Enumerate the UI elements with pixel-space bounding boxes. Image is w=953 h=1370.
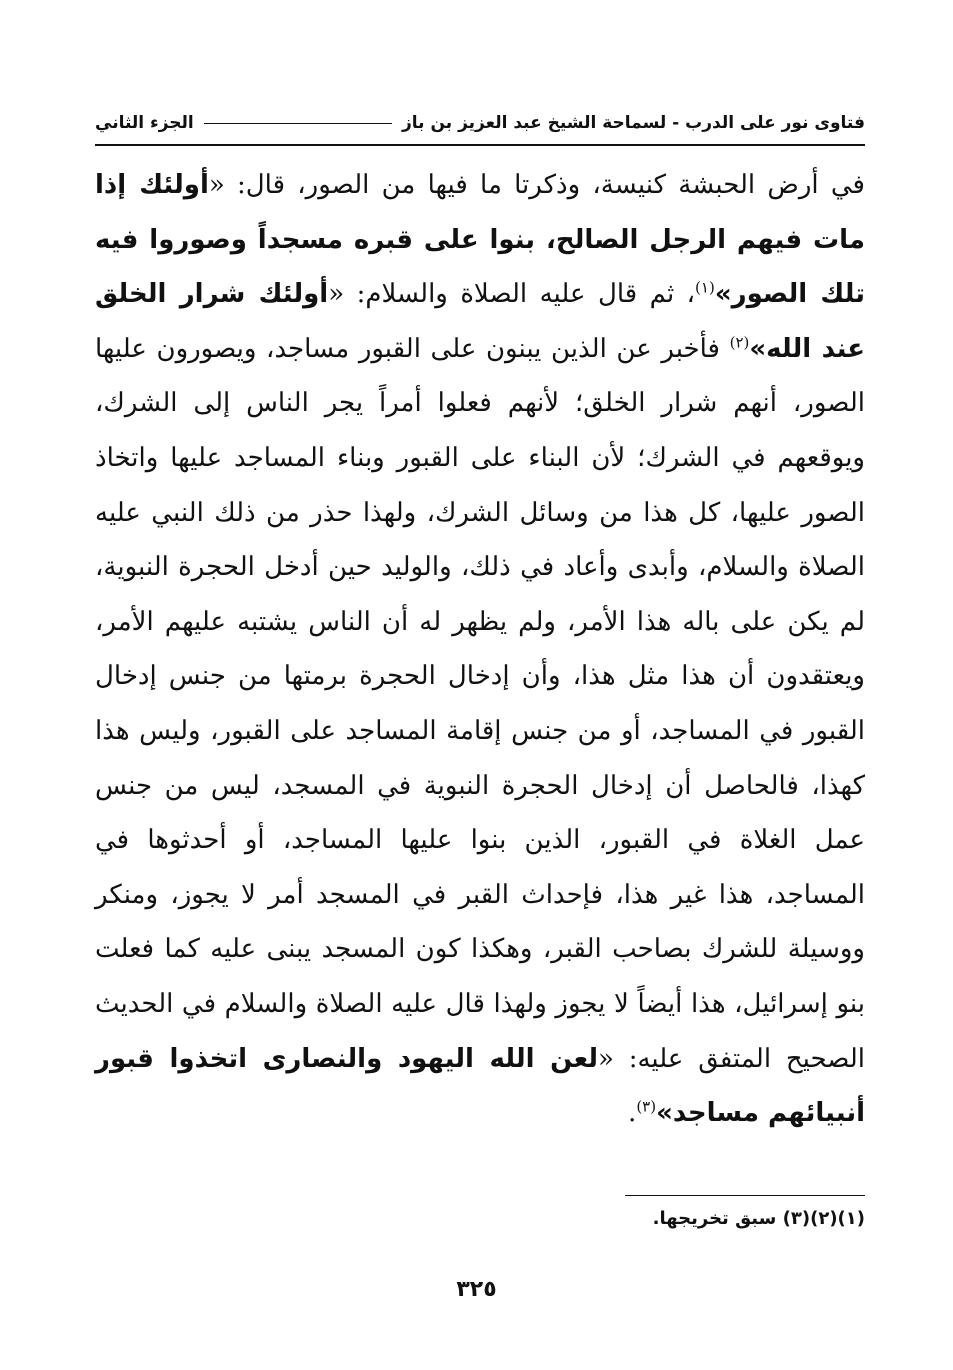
header-rule <box>204 123 392 124</box>
quote-close: » <box>749 333 767 364</box>
book-title: فتاوى نور على الدرب - لسماحة الشيخ عبد العزيز بن باز <box>402 113 865 133</box>
quote-close: » <box>656 1098 673 1129</box>
footnote-ref: (١) <box>695 278 715 297</box>
volume-label: الجزء الثاني <box>95 113 194 133</box>
hadith-quote: لعن الله اليهود والنصارى اتخذوا قبور أنبيائهم مساجد <box>95 1043 865 1129</box>
footnote-divider <box>625 1195 865 1196</box>
quote-close: » <box>714 279 732 310</box>
hadith-quote: أولئك إذا مات فيهم الرجل الصالح، بنوا على قبره مسجداً وصوروا فيه تلك الصور <box>95 170 865 310</box>
footnote-ref: (٣) <box>636 1097 657 1116</box>
page-number: ٣٢٥ <box>456 1277 497 1302</box>
footnote-ref: (٢) <box>729 333 750 352</box>
body-segment: فأخبر عن الذين يبنون على القبور مساجد، ويصورون عليها الصور، أنهم شرار الخلق؛ لأنهم فعلوا أمراً يجر الناس إلى الشرك، ويوقعهم في الشرك؛ لأن البناء على القبور وبناء المساجد عليها واتخاذ الصور عليها، كل هذا من وسائل الشرك، ولهذا حذر من ذلك النبي عليه الصلاة والسلام، وأبدى وأعاد في ذلك، والوليد حين أدخل الحجرة النبوية، لم يكن على باله هذا الأمر، ولم يظهر له أن الناس يشتبه عليهم الأمر، ويعتقدون أن هذا مثل هذا، وأن إدخال الحجرة برمتها من جنس إدخال القبور في المساجد، أو من جنس إقامة المساجد على القبور، وليس هذا كهذا، فالحاصل أن إدخال الحجرة النبوية في المسجد، ليس من جنس عمل الغلاة في القبور، الذين بنوا عليها المساجد، أو أحدثوها في المساجد، هذا غير هذا، فإحداث القبر في المسجد أمر لا يجوز، ومنكر ووسيلة للشرك بصاحب القبر، وهكذا كون المسجد يبنى عليه كما فعلت بنو إسرائيل، هذا أيضاً لا يجوز ولهذا قال عليه الصلاة والسلام في الحديث الصحيح المتفق عليه: « <box>95 333 865 1074</box>
body-segment: . <box>628 1098 637 1129</box>
running-header <box>95 106 865 146</box>
fatwa-body <box>95 158 865 1141</box>
footnote-text: (١)(٢)(٣) سبق تخريجها. <box>652 1208 865 1229</box>
body-segment: ، ثم قال عليه الصلاة والسلام: « <box>328 279 696 310</box>
hadith-quote: أولئك شرار الخلق عند الله <box>95 279 865 364</box>
body-segment: في أرض الحبشة كنيسة، وذكرتا ما فيها من الصور، قال: « <box>208 170 865 200</box>
